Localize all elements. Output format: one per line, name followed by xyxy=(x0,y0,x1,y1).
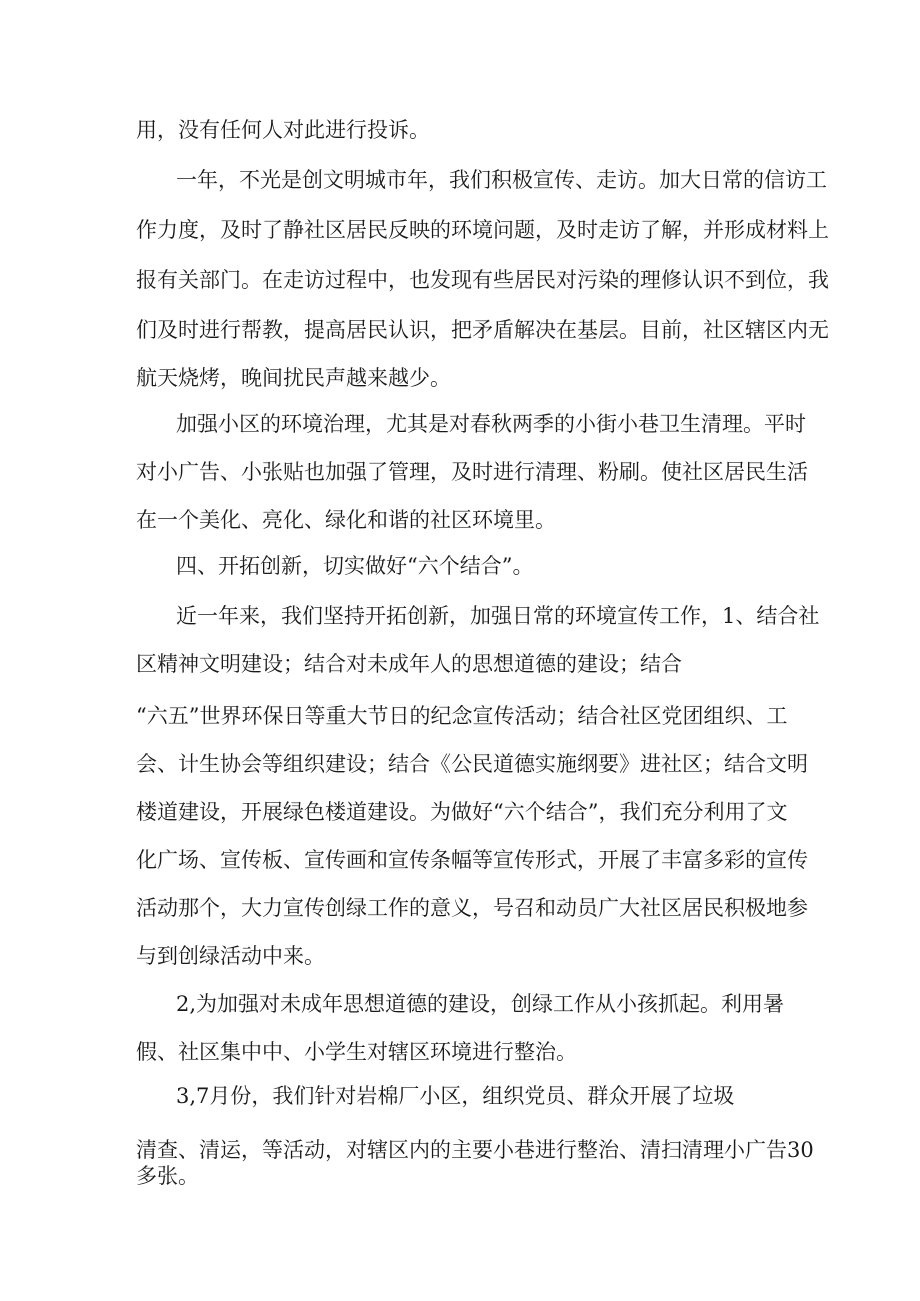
text-line: “六五”世界环保日等重大节日的纪念宣传活动；结合社区党团组织、工 xyxy=(136,704,788,728)
text-line: 清查、清运，等活动，对辖区内的主要小巷进行整治、清扫清理小广告30 xyxy=(136,1138,814,1162)
section-heading: 四、开拓创新，切实做好“六个结合”。 xyxy=(176,554,534,578)
text-line: 化广场、宣传板、宣传画和宣传条幅等宣传形式，开展了丰富多彩的宣传 xyxy=(136,848,808,872)
paragraph-start-line: 加强小区的环境治理，尤其是对春秋两季的小街小巷卫生清理。平时 xyxy=(176,412,806,436)
text-line: 活动那个，大力宣传创绿工作的意义，号召和动员广大社区居民积极地参 xyxy=(136,896,808,920)
text-line: 航天烧烤，晚间扰民声越来越少。 xyxy=(136,366,451,390)
text-line: 与到创绿活动中来。 xyxy=(136,944,325,968)
paragraph-start-line: 一年，不光是创文明城市年，我们积极宣传、走访。加大日常的信访工 xyxy=(176,168,827,192)
paragraph-start-line: 2,为加强对未成年思想道德的建设，创绿工作从小孩抓起。利用暑 xyxy=(176,992,785,1016)
text-line: 作力度，及时了静社区居民反映的环境问题，及时走访了解，并形成材料上 xyxy=(136,218,829,242)
text-line: 对小广告、小张贴也加强了管理，及时进行清理、粉刷。使社区居民生活 xyxy=(136,460,808,484)
text-line: 区精神文明建设；结合对未成年人的思想道德的建设；结合 xyxy=(136,652,682,676)
text-line: 在一个美化、亮化、绿化和谐的社区环境里。 xyxy=(136,508,556,532)
text-line: 会、计生协会等组织建设；结合《公民道德实施纲要》进社区；结合文明 xyxy=(136,752,808,776)
text-line: 楼道建设，开展绿色楼道建设。为做好“六个结合”，我们充分利用了文 xyxy=(136,800,788,824)
text-line: 多张。 xyxy=(136,1164,199,1188)
paragraph-start-line: 近一年来，我们坚持开拓创新，加强日常的环境宣传工作，1、结合社 xyxy=(176,604,820,628)
text-line: 报有关部门。在走访过程中，也发现有些居民对污染的理修认识不到位，我 xyxy=(136,268,829,292)
paragraph-start-line: 3,7月份，我们针对岩棉厂小区，组织党员、群众开展了垃圾 xyxy=(176,1084,735,1108)
text-line: 用，没有任何人对此进行投诉。 xyxy=(136,118,430,142)
text-line: 假、社区集中中、小学生对辖区环境进行整治。 xyxy=(136,1040,577,1064)
text-line: 们及时进行帮教，提高居民认识，把矛盾解决在基层。目前，社区辖区内无 xyxy=(136,318,829,342)
